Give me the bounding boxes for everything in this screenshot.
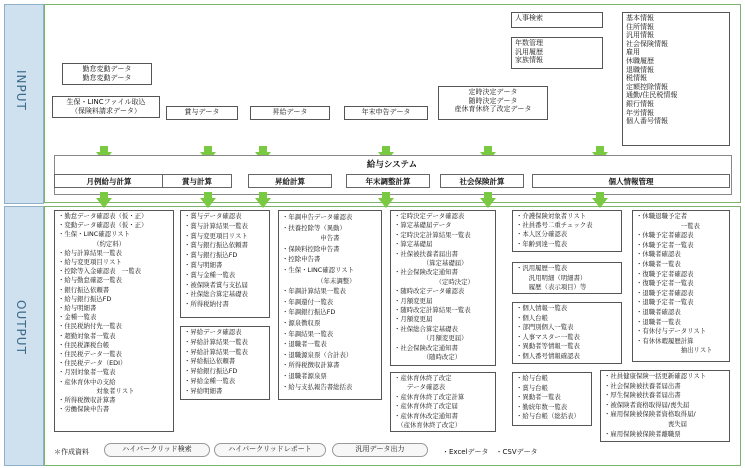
arrow-output-raise (255, 198, 271, 208)
kihon-line: 個人番号情報 (626, 117, 668, 126)
output-raise-box (180, 326, 270, 400)
o6a-line: ・社員番号二重チェック表 (516, 221, 593, 230)
header-raise: 昇給計算 (248, 174, 332, 188)
o5-line: ・社会保険改定通知書 (394, 343, 458, 352)
o2-line: ・賞与銀行振込FD (184, 251, 238, 260)
o5-line: ・月額変更届 (394, 296, 433, 305)
o6b-line: 履歴（表示項目）等 (516, 283, 587, 292)
o1-line: ・変動データ確認表（仮・正） (58, 221, 148, 230)
shokyu-text: 昇給データ (272, 108, 308, 116)
arrow-output-social (480, 198, 496, 208)
output-personal-d-box (512, 372, 592, 426)
header-monthly: 月例給与計算 (54, 174, 164, 188)
o1-line: ・金種一覧表 (58, 313, 97, 322)
o6c-line: ・異動者等情報一覧表 (516, 342, 580, 351)
linc-line-2: （保険料請求データ） (71, 106, 141, 115)
o5b-line: ・産休育休改定通知書 (394, 411, 458, 420)
o7a-line: 一覧表 (636, 221, 700, 230)
o5-line: ・社保被扶養者届出書 (394, 249, 458, 258)
o5b-line: ・産休育休終了改定計算 (394, 392, 465, 401)
o5-line: （随時改定） (394, 353, 462, 362)
o1-line: ・労働保険申告書 (58, 405, 110, 414)
input-shoyo-box (166, 106, 238, 120)
o4-line: ・扶養控除等（異動） (282, 223, 346, 232)
kihon-line: 定額控除情報 (626, 82, 668, 91)
output-monthly-box (54, 210, 174, 432)
o2-line: ・賞与計算結果一覧表 (184, 221, 248, 230)
o7a-line: ・退職者確認表 (636, 307, 681, 316)
o6d-line: ・勤続年数一覧表 (516, 402, 568, 411)
o5b-line: ・産休育休終了改定届 (394, 402, 458, 411)
o1-line: ・給与勤怠確認一覧表 (58, 276, 122, 285)
kihon-line: 通勤/住民税情報 (626, 91, 678, 100)
o4-line: （年末調整） (282, 276, 356, 285)
o7a-line: ・有休休暇履歴計算 (636, 336, 694, 345)
header-personal: 個人情報管理 (532, 174, 730, 188)
teiji-line-1: 定時決定データ (468, 88, 518, 96)
o3-line: ・昇給金種一覧表 (184, 376, 236, 385)
o6d-line: ・異動者一覧表 (516, 393, 561, 402)
input-nenmatsu-box (344, 106, 428, 120)
input-jinji-box (511, 12, 603, 28)
o2-line: ・賞与金種一覧表 (184, 270, 236, 279)
o5-line: ・定時決定計算結果一覧表 (394, 230, 471, 239)
o7a-line: ・休職退職予定者 (636, 212, 688, 220)
output-social-box (390, 210, 496, 366)
arrow-output-bonus (200, 198, 216, 208)
output-yearend-box (278, 210, 382, 400)
o4-line: ・給与支払報告書総括表 (282, 382, 353, 391)
o5-line: （月額変更届） (394, 334, 468, 343)
o7a-line: ・休職者一覧表 (636, 259, 681, 268)
o1-line: ・給与変更項目リスト (58, 258, 122, 267)
input-kintai-box (62, 63, 152, 85)
o1-line: 対象者リスト (58, 386, 135, 395)
o1-line: ・給与計算結果一覧表 (58, 248, 122, 257)
o4-line: ・保険料控除申告書 (282, 244, 340, 253)
kihon-line: 年労情報 (626, 108, 654, 117)
o4-line: ・年調銀行振込FD (282, 308, 336, 317)
o5-line: （算定基礎届） (394, 259, 468, 268)
input-kyumu-box (511, 37, 603, 69)
tag-hyper-report: ハイパークリッドレポート (214, 443, 326, 457)
o6b-line: 汎用明細（明細書） (516, 273, 587, 282)
o5b-line: （産休育休終了改定） (394, 421, 462, 430)
kintai-line-2: 勤怠変動データ (82, 73, 132, 82)
o4-line: ・年調計算結果一覧表 (282, 287, 346, 296)
footer-formats: ・Excelデータ ・CSVデータ (442, 448, 538, 456)
o1-line: ・住民税課税台帳 (58, 340, 110, 349)
kyumu-line-1: 年数管理 (515, 39, 543, 47)
header-social: 社会保険計算 (440, 174, 524, 188)
o4-line: ・所得税徴収計算書 (282, 361, 340, 370)
o4-line: ・年調申告データ確認表 (282, 213, 353, 221)
o5-line: ・社保総合算定基礎表 (394, 324, 458, 333)
kihon-line: 基本情報 (626, 14, 654, 22)
o1-line: ・勤怠データ確認表（仮・正） (58, 212, 148, 220)
kihon-line: 退職情報 (626, 65, 654, 74)
o4-line: ・生保・LINC確認リスト (282, 265, 355, 274)
o4-line: ・控除申告書 (282, 255, 321, 264)
kihon-line: 雇用 (626, 48, 640, 57)
o7b-line: ・被保険者資格取得届/喪失届 (604, 400, 690, 409)
o2-line: ・社保総合算定基礎表 (184, 290, 248, 299)
o6b-line: ・汎用履歴一覧表 (516, 264, 568, 272)
o5-line: ・算定基礎届データ (394, 221, 452, 230)
o1-line: ・銀行振込依頼書 (58, 285, 110, 294)
o1-line: ・住民税納付先一覧表 (58, 322, 122, 331)
o7a-line: ・復職予定者確認表 (636, 269, 694, 278)
o2-line: ・賞与変更項目リスト (184, 231, 248, 240)
o2-line: ・賞与データ確認表 (184, 212, 242, 220)
o3-line: ・昇給計算結果一覧表 (184, 337, 248, 346)
o4-line: ・年調結果一覧表 (282, 329, 334, 338)
o6a-line: ・年齢到達一覧表 (516, 239, 568, 248)
kyumu-line-2: 汎用履歴 (515, 47, 543, 56)
output-label: OUTPUT (14, 300, 28, 355)
o5-line: ・定時決定データ確認表 (394, 212, 465, 220)
output-personal-b-box (512, 262, 622, 294)
o1-line: ・月別対象者一覧表 (58, 368, 116, 377)
o5b-line: ・産休育休終了改定 (394, 374, 452, 382)
o4-line: ・年調還付一覧表 (282, 297, 334, 306)
o2-line: ・賞与明細書 (184, 260, 223, 269)
o5-line: ・随時改定データ確認表 (394, 287, 465, 296)
o3-line: ・昇給銀行振込FD (184, 367, 238, 376)
o7a-line: ・休職予定者確認表 (636, 231, 694, 240)
o1-line: ・生保・LINC確認リスト (58, 230, 131, 239)
o3-line: ・昇給データ確認表 (184, 328, 242, 336)
input-linc-box (52, 96, 160, 118)
o4-line: 申告書 (282, 234, 340, 243)
input-teiji-box (438, 86, 548, 120)
o7a-line: ・退職予定者一覧表 (636, 298, 694, 307)
o2-line: ・被保険者賞与支払届 (184, 280, 248, 289)
o7a-line: 抽出リスト (636, 346, 713, 355)
o7a-line: ・退職者一覧表 (636, 317, 681, 326)
kyumu-line-3: 家族情報 (515, 56, 543, 65)
o2-line: ・所得税納付書 (184, 300, 229, 309)
o6a-line: ・本人区分確認表 (516, 230, 568, 239)
o1-line: ・所得税徴収計算書 (58, 396, 116, 405)
o3-line: ・昇給計算結果一覧表 (184, 347, 248, 356)
output-personal-a-box (512, 210, 622, 252)
o5-line: （定時決定） (394, 277, 474, 286)
o6c-line: ・部門別個人一覧表 (516, 323, 574, 332)
o7a-line: ・退職予定者確認表 (636, 288, 694, 297)
o1-line: （約定料） (58, 239, 126, 248)
o1-line: ・給与明細書 (58, 304, 97, 313)
teiji-line-3: 産休育休終了改定データ (454, 105, 532, 114)
o1-line: ・住民税データ一覧表 (58, 350, 122, 359)
o7a-line: ・有休付与データリスト (636, 327, 707, 336)
o4-line: ・退職者一覧表 (282, 340, 327, 349)
jinji-text: 人事検索 (515, 14, 543, 22)
o1-line: ・超勤対象者一覧表 (58, 331, 116, 340)
header-bonus: 賞与計算 (162, 174, 232, 188)
o7a-line: ・休職者確認表 (636, 250, 681, 259)
o6c-line: ・人事マスター一覧表 (516, 332, 580, 341)
o7b-line: ・雇用保険被保険者離職票 (604, 429, 681, 438)
header-yearend: 年末調整計算 (346, 174, 430, 188)
o7a-line: ・復職予定者一覧表 (636, 279, 694, 288)
linc-line-1: 生保・LINCファイル取込 (66, 98, 146, 106)
o6d-line: ・給与台帳 (516, 374, 548, 382)
kihon-line: 銀行情報 (626, 99, 654, 108)
input-label: INPUT (14, 70, 28, 111)
o5b-line: データ確認表 (394, 383, 446, 392)
o6c-line: ・個人情報一覧表 (516, 304, 568, 312)
o6a-line: ・介護保険対象者リスト (516, 212, 587, 220)
o3-line: ・昇給振込依頼書 (184, 357, 236, 366)
output-personal-c-box (512, 302, 622, 364)
o7b-line: ・雇用保険被保険者資格取得届/ (604, 410, 696, 419)
input-kihon-box (622, 12, 730, 146)
kihon-line: 社会保険情報 (626, 39, 668, 48)
o4-line: ・退職源泉票（合計表） (282, 350, 353, 359)
o1-line: ・給与銀行振込FD (58, 294, 112, 303)
nenmatsu-text: 年末申告データ (361, 108, 411, 116)
o4-line: ・源泉徴収票 (282, 318, 321, 327)
o4-line: ・退職者源泉票 (282, 371, 327, 380)
o5-line: ・算定基礎届 (394, 240, 433, 249)
kihon-line: 税情報 (626, 74, 647, 83)
o1-line: ・住民税データ（EDI） (58, 359, 127, 368)
o7b-line: ・社会保険被扶養者届出書 (604, 381, 681, 390)
o6d-line: ・給与台帳（総括表） (516, 412, 580, 421)
o6c-line: ・個人番号情報確認表 (516, 351, 580, 360)
tag-generic-output: 汎用データ出力 (332, 443, 428, 457)
o2-line: ・賞与銀行振込依頼書 (184, 241, 248, 250)
arrow-output-monthly (96, 198, 112, 208)
o5-line: ・随時改定計算結果一覧表 (394, 306, 471, 315)
kihon-line: 住所情報 (626, 22, 654, 31)
arrow-output-personal (592, 198, 608, 208)
o7b-line: ・社員健康保険一括更新確認リスト (604, 372, 707, 380)
shoyo-text: 賞与データ (184, 108, 220, 116)
o3-line: ・昇給明細書 (184, 386, 223, 395)
footer-note: ＊作成資料 (54, 448, 89, 456)
kihon-line: 汎用情報 (626, 31, 654, 40)
o5-line: ・社会保険改定通知書 (394, 268, 458, 277)
output-personal-f-box (600, 370, 730, 442)
o1-line: ・控除等入金確認表 一覧表 (58, 267, 142, 276)
o7b-line: ・厚生保険被扶養者届出書 (604, 391, 681, 400)
kintai-line-1: 勤怠変動データ (82, 65, 132, 73)
tag-hyper-search: ハイパークリッド検索 (104, 443, 210, 457)
output-personal-e-box (632, 210, 730, 362)
payroll-system-title: 給与システム (366, 160, 418, 170)
o5-line: ・月額変更届 (394, 315, 433, 324)
o7b-line: 喪失届 (604, 419, 688, 428)
o1-line: ・産休育休中の支給 (58, 377, 116, 386)
input-shokyu-box (250, 106, 330, 120)
teiji-line-2: 随時決定データ (468, 96, 518, 105)
o6d-line: ・賞与台帳 (516, 383, 548, 392)
arrow-output-yearend (378, 198, 394, 208)
output-social-sub-box (390, 372, 496, 432)
kihon-line: 休職履歴 (626, 56, 654, 65)
o7a-line: ・休職予定者一覧表 (636, 240, 694, 249)
output-bonus-box (180, 210, 270, 318)
o6c-line: ・個人台帳 (516, 313, 548, 322)
